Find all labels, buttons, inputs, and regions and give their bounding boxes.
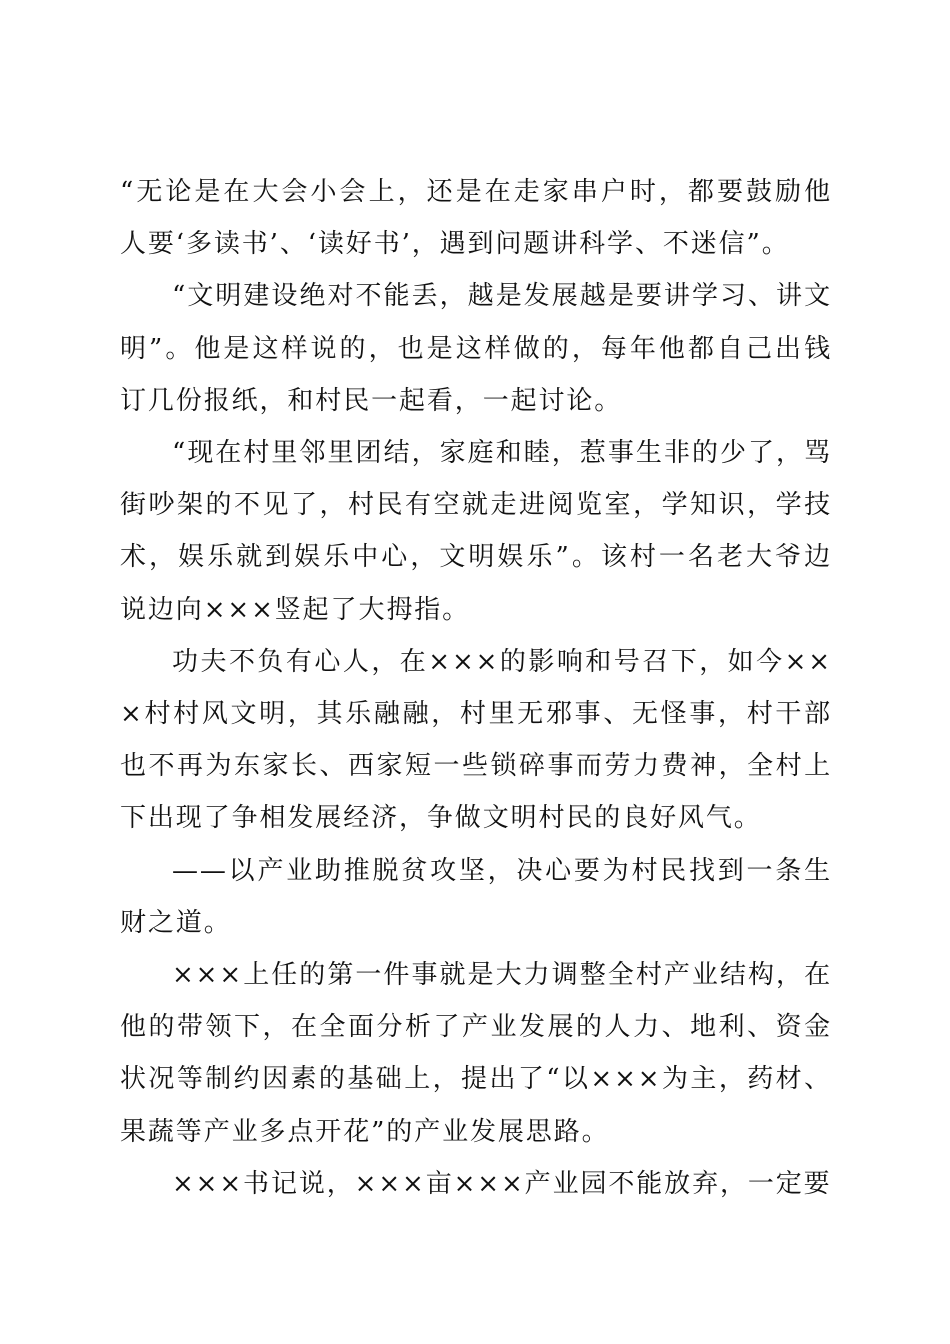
paragraph-1: “无论是在大会小会上，还是在走家串户时，都要鼓励他人要‘多读书’、‘读好书’，遇到问题讲科学、不迷信”。 [120, 177, 832, 260]
body-text [120, 166, 832, 1210]
paragraph-3: “现在村里邻里团结，家庭和睦，惹事生非的少了，骂街吵架的不见了，村民有空就走进阅览室，学知识，学技术，娱乐就到娱乐中心，文明娱乐”。该村一名老大爷边说边向×××竖起了大拇指。 [120, 438, 832, 625]
paragraph-5: ——以产业助推脱贫攻坚，决心要为村民找到一条生财之道。 [120, 855, 832, 938]
paragraph-4: 功夫不负有心人，在×××的影响和号召下，如今×××村村风文明，其乐融融，村里无邪事、无怪事，村干部也不再为东家长、西家短一些锁碎事而劳力费神，全村上下出现了争相发展经济，争做文明村民的良好风气。 [120, 646, 832, 834]
paragraph-2: “文明建设绝对不能丢，越是发展越是要讲学习、讲文明”。他是这样说的，也是这样做的，每年他都自己出钱订几份报纸，和村民一起看，一起讨论。 [120, 281, 832, 416]
paragraph-6: ×××上任的第一件事就是大力调整全村产业结构，在他的带领下，在全面分析了产业发展的人力、地利、资金状况等制约因素的基础上，提出了“以×××为主，药材、果蔬等产业多点开花”的产业发展思路。 [120, 960, 832, 1147]
paragraph-7: ×××书记说，×××亩×××产业园不能放弃，一定要 [172, 1168, 832, 1199]
